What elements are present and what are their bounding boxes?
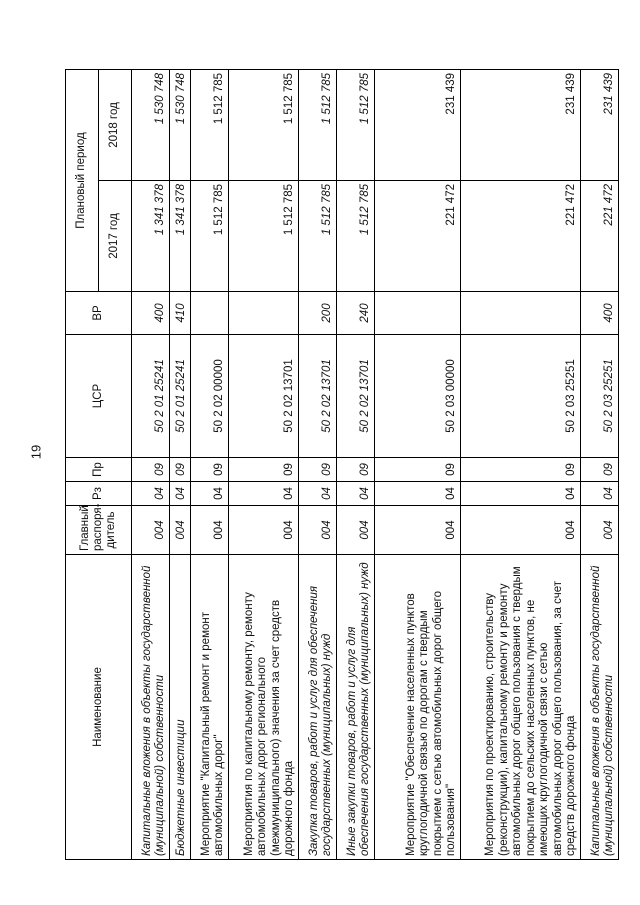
cell-y2017: 1 512 785: [229, 181, 299, 292]
cell-rz: 04: [229, 482, 299, 506]
cell-pr: 09: [229, 458, 299, 482]
header-year-2017: 2017 год: [99, 181, 132, 292]
cell-vr: 400: [581, 292, 619, 335]
table-row: [229, 69, 299, 859]
cell-pr: 09: [132, 458, 170, 482]
cell-y2018: 231 439: [375, 69, 461, 180]
header-csr: ЦСР: [66, 335, 132, 458]
cell-glavny: 004: [299, 506, 337, 555]
cell-y2017: 1 341 378: [170, 181, 191, 292]
cell-vr: 200: [299, 292, 337, 335]
budget-table-rotated: [65, 70, 616, 860]
cell-rz: 04: [132, 482, 170, 506]
cell-pr: 09: [581, 458, 619, 482]
cell-pr: 09: [299, 458, 337, 482]
cell-pr: 09: [461, 458, 581, 482]
cell-vr: [461, 292, 581, 335]
cell-csr: 50 2 03 25251: [581, 335, 619, 458]
table-row: [132, 69, 170, 859]
cell-name: Закупка товаров, работ и услуг для обеспечения государственных (муниципальных) нужд: [299, 555, 337, 860]
cell-y2017: 1 512 785: [337, 181, 375, 292]
cell-y2018: 1 512 785: [299, 69, 337, 180]
cell-pr: 09: [170, 458, 191, 482]
cell-vr: [191, 292, 229, 335]
cell-glavny: 004: [337, 506, 375, 555]
cell-csr: 50 2 02 00000: [191, 335, 229, 458]
cell-y2017: 221 472: [581, 181, 619, 292]
budget-table: [65, 69, 619, 860]
cell-name: Капитальные вложения в объекты государственной (муниципальной) собственности: [581, 555, 619, 860]
cell-csr: 50 2 01 25241: [132, 335, 170, 458]
cell-y2018: 231 439: [461, 69, 581, 180]
cell-y2018: 231 439: [581, 69, 619, 180]
cell-rz: 04: [581, 482, 619, 506]
cell-y2017: 221 472: [461, 181, 581, 292]
cell-glavny: 004: [132, 506, 170, 555]
cell-y2018: 1 530 748: [132, 69, 170, 180]
cell-name: Иные закупки товаров, работ и услуг для обеспечения государственных (муниципальных) нужд: [337, 555, 375, 860]
cell-name: Мероприятия по проектированию, строительству (реконструкции), капитальному ремонту и ремонту автомобильных дорог общего пользования с твердым покрытием до сельских населенных пунктов, не имеющих круглогодичной связи с сетью автомобильных дорог общего пользования, за счет средств дорожного фонда: [461, 555, 581, 860]
cell-rz: 04: [337, 482, 375, 506]
header-vr: ВР: [66, 292, 132, 335]
header-pr: Пр: [66, 458, 132, 482]
header-year-2018: 2018 год: [99, 69, 132, 180]
cell-csr: 50 2 02 13701: [299, 335, 337, 458]
cell-vr: [375, 292, 461, 335]
cell-csr: 50 2 02 13701: [229, 335, 299, 458]
cell-y2017: 1 512 785: [299, 181, 337, 292]
cell-vr: [229, 292, 299, 335]
cell-name: Бюджетные инвестиции: [170, 555, 191, 860]
header-plan-period: Плановый период: [66, 69, 99, 291]
cell-name: Мероприятие "Обеспечение населенных пунктов круглогодичной связью по дорогам с твердым покрытием с сетью автомобильных дорог общего пользования": [375, 555, 461, 860]
cell-y2017: 221 472: [375, 181, 461, 292]
cell-pr: 09: [191, 458, 229, 482]
cell-y2017: 1 341 378: [132, 181, 170, 292]
header-rz: Рз: [66, 482, 132, 506]
cell-y2018: 1 512 785: [229, 69, 299, 180]
table-row: [337, 69, 375, 859]
table-row: [191, 69, 229, 859]
header-glavny: Главный распоря-дитель: [66, 506, 132, 555]
cell-csr: 50 2 03 00000: [375, 335, 461, 458]
cell-name: Мероприятия по капитальному ремонту, ремонту автомобильных дорог регионального (межмуниципального) значения за счет средств дорожного фонда: [229, 555, 299, 860]
cell-glavny: 004: [375, 506, 461, 555]
table-row: [581, 69, 619, 859]
cell-csr: 50 2 01 25241: [170, 335, 191, 458]
cell-glavny: 004: [229, 506, 299, 555]
cell-rz: 04: [191, 482, 229, 506]
cell-rz: 04: [461, 482, 581, 506]
cell-name: Капитальные вложения в объекты государственной (муниципальной) собственности: [132, 555, 170, 860]
cell-glavny: 004: [461, 506, 581, 555]
cell-pr: 09: [337, 458, 375, 482]
cell-rz: 04: [375, 482, 461, 506]
cell-rz: 04: [170, 482, 191, 506]
cell-vr: 410: [170, 292, 191, 335]
cell-vr: 240: [337, 292, 375, 335]
header-name: Наименование: [66, 555, 132, 860]
table-body: [132, 69, 619, 859]
table-row: [375, 69, 461, 859]
cell-y2017: 1 512 785: [191, 181, 229, 292]
table-row: [461, 69, 581, 859]
cell-rz: 04: [299, 482, 337, 506]
cell-pr: 09: [375, 458, 461, 482]
table-row: [170, 69, 191, 859]
cell-y2018: 1 530 748: [170, 69, 191, 180]
cell-name: Мероприятие "Капитальный ремонт и ремонт автомобильных дорог": [191, 555, 229, 860]
table-row: [299, 69, 337, 859]
cell-csr: 50 2 03 25251: [461, 335, 581, 458]
cell-csr: 50 2 02 13701: [337, 335, 375, 458]
cell-glavny: 004: [170, 506, 191, 555]
cell-glavny: 004: [581, 506, 619, 555]
cell-y2018: 1 512 785: [191, 69, 229, 180]
cell-glavny: 004: [191, 506, 229, 555]
cell-y2018: 1 512 785: [337, 69, 375, 180]
cell-vr: 400: [132, 292, 170, 335]
page-number: 19: [28, 444, 44, 460]
